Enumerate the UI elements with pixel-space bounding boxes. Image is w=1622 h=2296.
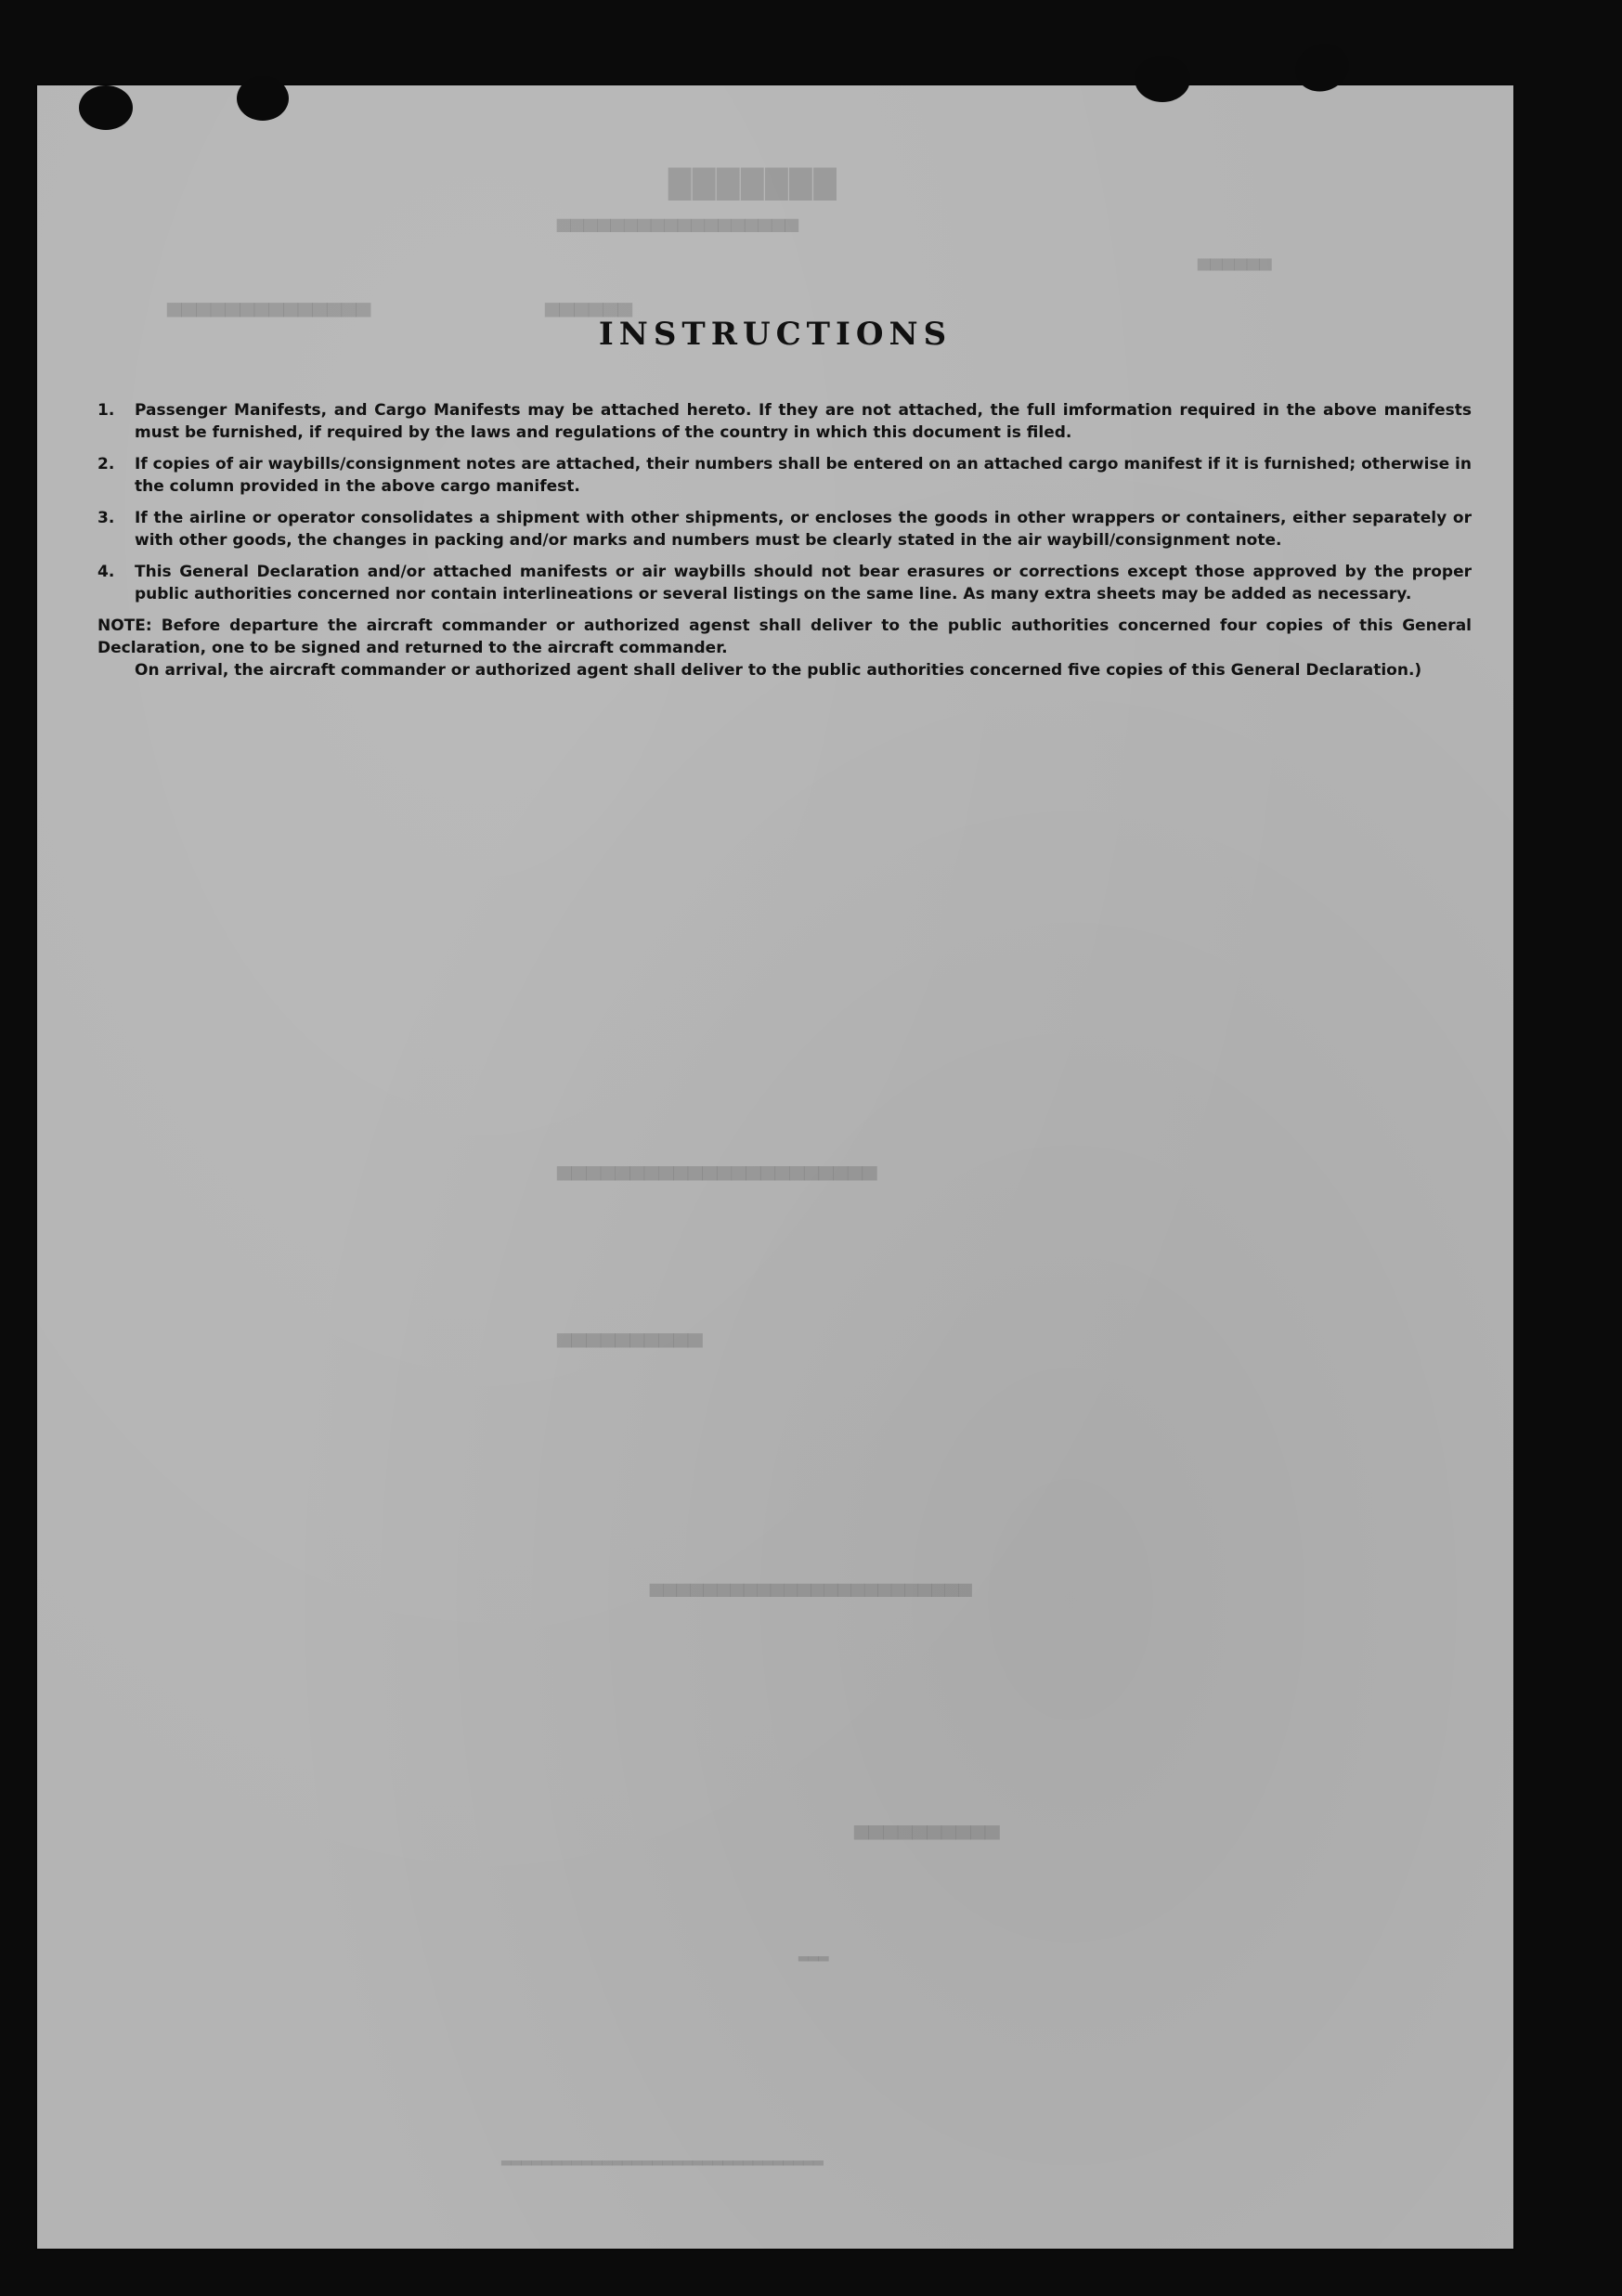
note-first-text: Before departure the aircraft commander or authorized agenst shall deliver to the public authorities concerned four copies of this General Declaration, one to be signed and returned to the aircraft commander. [97,616,1472,657]
note-label: NOTE: [97,616,152,635]
bleed-through-mark: ▄▄▄▄▄▄▄▄▄▄▄▄▄▄▄▄▄▄▄▄▄▄ [557,1153,877,1181]
punch-hole [237,76,289,121]
punch-hole [79,85,133,130]
page-title: INSTRUCTIONS [598,316,953,353]
instruction-item [97,507,1472,551]
bleed-through-mark: ▄▄▄▄▄▄▄▄▄▄ [557,1320,703,1348]
item-text: This General Declaration and/or attached manifests or air waybills should not bear erasures or corrections except those approved by the proper public authorities concerned nor contain interlineations or several listings on the same line. As many extra sheets may be added as necessary. [135,563,1472,603]
item-text: If the airline or operator consolidates a shipment with other shipments, or encloses the goods in other wrappers or containers, either separately or with other goods, the changes in packing and/or marks and numbers must be clearly stated in the air waybill/consignment note. [135,509,1472,550]
item-text: Passenger Manifests, and Cargo Manifests may be attached hereto. If they are not attached, the full imformation required in the above manifests must be furnished, if required by the laws and regulations of the country in which this document is filed. [135,401,1472,442]
item-number: 2. [97,455,115,473]
document-sheet [37,85,1513,2249]
note-second-paragraph: On arrival, the aircraft commander or authorized agent shall deliver to the public authorities concerned five copies of this General Declaration.) [135,661,1422,680]
bleed-through-mark: ▄▄▄▄▄▄▄▄▄▄▄▄▄▄ ▄▄▄▄▄▄ [167,290,632,318]
item-number: 4. [97,563,115,581]
bleed-through-mark: ▄▄▄▄▄▄▄▄▄▄▄▄▄▄▄▄▄▄ [557,206,799,232]
instruction-item [97,561,1472,605]
instructions-body [97,399,1472,681]
note-first-paragraph [97,615,1472,659]
item-text: If copies of air waybills/consignment notes are attached, their numbers shall be entered on an attached cargo manifest if it is furnished; otherwise in the column provided in the above cargo manifest. [135,455,1472,496]
bleed-through-mark: ▄▄▄▄▄▄▄▄▄▄ [854,1812,1000,1840]
punch-hole [1135,56,1190,102]
instruction-item [97,399,1472,444]
item-number: 3. [97,509,115,527]
bleed-through-mark: ▄▄▄▄▄▄ [1198,248,1272,271]
item-number: 1. [97,401,115,420]
instruction-item [97,453,1472,498]
note-block [97,615,1472,681]
bleed-through-mark: ▆▆▆▆▆▆▆ [668,158,838,201]
bleed-through-mark: ▂▂▂ [798,1942,829,1962]
bleed-through-mark: ▄▄▄▄▄▄▄▄▄▄▄▄▄▄▄▄▄▄▄▄▄▄▄▄ [650,1571,972,1597]
bleed-through-mark: ▂▂▂▂▂▂▂▂▂▂▂▂▂▂▂▂▂▂▂▂▂▂▂▂▂▂▂▂▂▂▂▂ [501,2147,824,2166]
